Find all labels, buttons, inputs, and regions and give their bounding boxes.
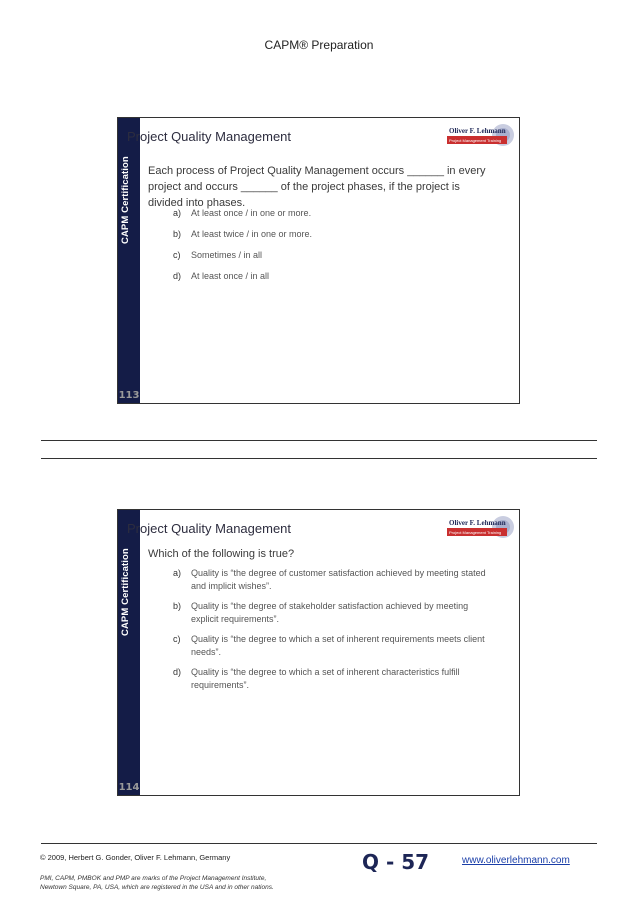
slide-114 xyxy=(117,509,520,796)
logo-line1: Oliver F. Lehmann xyxy=(449,519,506,527)
footer-website-link[interactable]: www.oliverlehmann.com xyxy=(462,855,570,866)
answer-options xyxy=(173,567,493,699)
option-text: At least twice / in one or more. xyxy=(191,229,313,239)
footer-left xyxy=(40,853,274,892)
option-c xyxy=(173,633,493,659)
option-letter: a) xyxy=(173,568,182,578)
slide-sidebar xyxy=(118,118,140,403)
page-code: Q - 57 xyxy=(362,850,430,874)
footer-copyright: © 2009, Herbert G. Gonder, Oliver F. Lehmann, Germany xyxy=(40,853,231,862)
option-a xyxy=(173,207,493,220)
option-d xyxy=(173,270,493,283)
oliver-lehmann-logo xyxy=(445,123,515,147)
page-header-title: CAPM® Preparation xyxy=(264,38,374,52)
option-b xyxy=(173,600,493,626)
footer-trademark-line2: Newtown Square, PA, USA, which are registered in the USA and in other nations. xyxy=(40,884,274,891)
footer-trademark-line1: PMI, CAPM, PMBOK and PMP are marks of the Project Management Institute, xyxy=(40,875,267,882)
note-line xyxy=(41,458,597,459)
option-letter: b) xyxy=(173,229,182,239)
option-letter: d) xyxy=(173,271,182,281)
option-text: Quality is “the degree of customer satisfaction achieved by meeting stated and implicit wishes”. xyxy=(191,568,486,591)
answer-options xyxy=(173,207,493,291)
option-a xyxy=(173,567,493,593)
question-text: Each process of Project Quality Management occurs ______ in every project and occurs ______ of the project phases, if the project is divided into phases. xyxy=(148,165,486,209)
sidebar-label: CAPM Certification xyxy=(120,156,131,244)
option-text: At least once / in one or more. xyxy=(191,208,312,218)
option-letter: d) xyxy=(173,667,182,677)
logo-line1: Oliver F. Lehmann xyxy=(449,127,506,135)
question-text: Which of the following is true? xyxy=(148,548,295,560)
option-text: At least once / in all xyxy=(191,271,270,281)
option-b xyxy=(173,228,493,241)
option-text: Quality is “the degree to which a set of inherent characteristics fulfill requirements”. xyxy=(191,667,460,690)
logo-line2: Project Management Training xyxy=(449,530,502,535)
option-letter: a) xyxy=(173,208,182,218)
option-d xyxy=(173,666,493,692)
slide-113 xyxy=(117,117,520,404)
slide-number: 113 xyxy=(118,390,140,401)
slide-title: Project Quality Management xyxy=(127,129,292,144)
oliver-lehmann-logo xyxy=(445,515,515,539)
option-text: Quality is “the degree of stakeholder satisfaction achieved by meeting explicit requirements”. xyxy=(191,601,469,624)
option-letter: b) xyxy=(173,601,182,611)
option-letter: c) xyxy=(173,634,181,644)
logo-line2: Project Management Training xyxy=(449,138,502,143)
slide-number: 114 xyxy=(118,782,140,793)
slide-title: Project Quality Management xyxy=(127,521,292,536)
slide-sidebar xyxy=(118,510,140,795)
option-letter: c) xyxy=(173,250,181,260)
option-text: Sometimes / in all xyxy=(191,250,263,260)
footer-divider xyxy=(41,843,597,844)
sidebar-label: CAPM Certification xyxy=(120,548,131,636)
option-text: Quality is “the degree to which a set of inherent requirements meets client needs”. xyxy=(191,634,485,657)
note-line xyxy=(41,440,597,441)
option-c xyxy=(173,249,493,262)
